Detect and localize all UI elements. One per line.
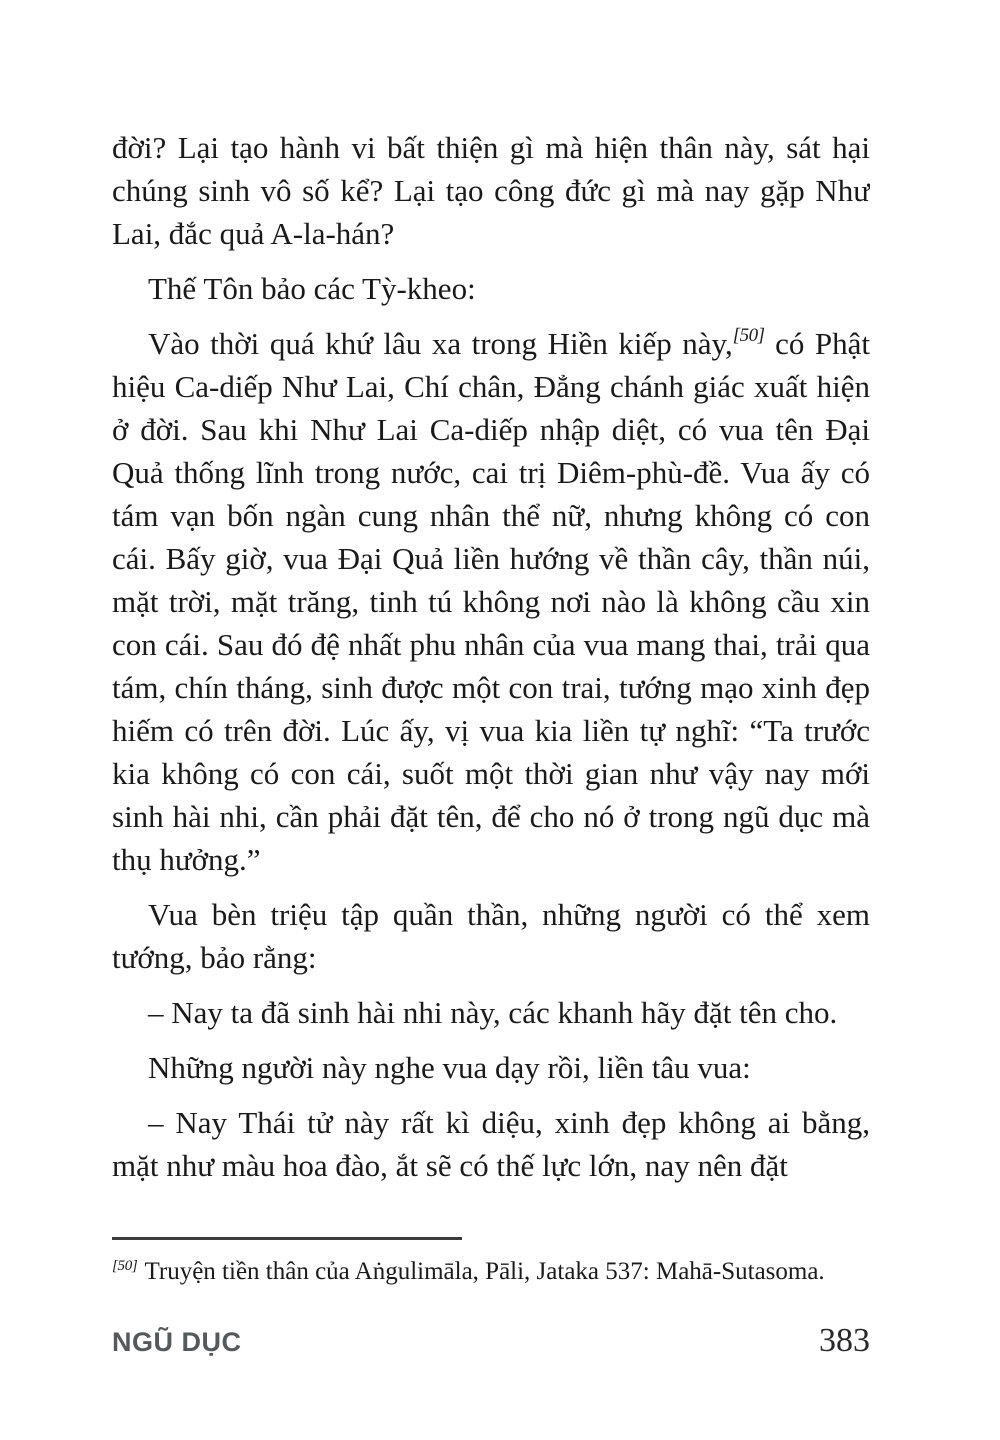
running-title: NGŨ DỤC [112,1327,242,1357]
footnote-separator [112,1237,462,1240]
footnote-marker: [50] [112,1258,138,1274]
footnote [112,1256,870,1288]
paragraph: Những người này nghe vua dạy rồi, liền tâu vua: [148,1050,751,1085]
body-text [112,126,870,1187]
paragraph: Vua bèn triệu tập quần thần, những người có thể xem tướng, bảo rằng: [112,897,870,975]
paragraph: đời? Lại tạo hành vi bất thiện gì mà hiện thân này, sát hại chúng sinh vô số kể? Lại tạo công đức gì mà nay gặp Như Lai, đắc quả A-la-hán? [112,130,870,251]
page-footer [112,1322,870,1360]
footnote-block [112,1237,870,1288]
paragraph: – Nay ta đã sinh hài nhi này, các khanh hãy đặt tên cho. [148,995,838,1030]
footnote-text: Truyện tiền thân của Aṅgulimāla, Pāli, Jataka 537: Mahā-Sutasoma. [144,1258,825,1285]
page-number: 383 [819,1322,870,1359]
paragraph: – Nay Thái tử này rất kì diệu, xinh đẹp không ai bằng, mặt như màu hoa đào, ắt sẽ có thế lực lớn, nay nên đặt [112,1105,870,1183]
paragraph: Thế Tôn bảo các Tỳ-kheo: [148,271,476,306]
footnote-ref: [50] [732,325,765,346]
paragraph: Vào thời quá khứ lâu xa trong Hiền kiếp này,[50] có Phật hiệu Ca-diếp Như Lai, Chí chân, Đẳng chánh giác xuất hiện ở đời. Sau khi Như Lai Ca-diếp nhập diệt, có vua tên Đại Quả thống lĩnh trong nước, cai trị Diêm-phù-đề. Vua ấy có tám vạn bốn ngàn cung nhân thể nữ, nhưng không có con cái. Bấy giờ, vua Đại Quả liền hướng về thần cây, thần núi, mặt trời, mặt trăng, tinh tú không nơi nào là không cầu xin con cái. Sau đó đệ nhất phu nhân của vua mang thai, trải qua tám, chín tháng, sinh được một con trai, tướng mạo xinh đẹp hiếm có trên đời. Lúc ấy, vị vua kia liền tự nghĩ: “Ta trước kia không có con cái, suốt một thời gian như vậy nay mới sinh hài nhi, cần phải đặt tên, để cho nó ở trong ngũ dục mà thụ hưởng.” [112,325,870,877]
